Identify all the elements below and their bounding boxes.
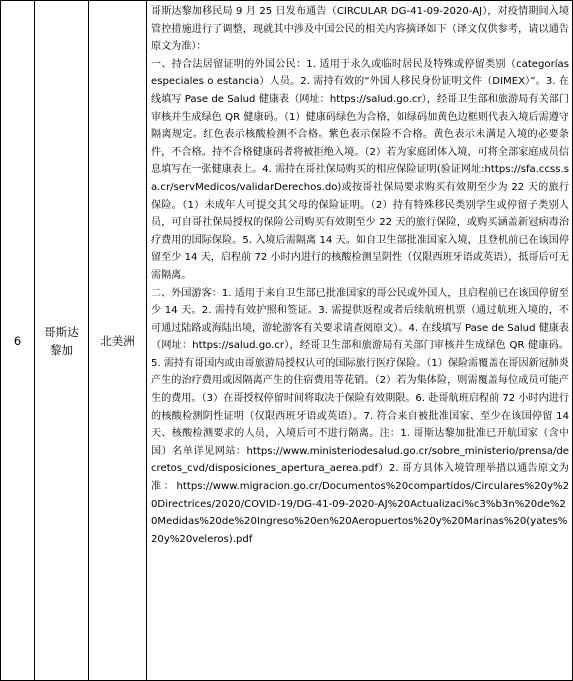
intro-paragraph: 哥斯达黎加移民局 9 月 25 日发布通告（CIRCULAR DG-41-09-2020-AJ），对疫情期间入境管控措施进行了调整，现就其中涉及中国公民的相关内容摘译如下（译文仅供参考，请以通告原文为准）： [151,6,569,53]
residents-section: 一、持合法居留证明的外国公民：1. 适用于永久或临时居民及特殊或停留类别（categorías especiales o estancia）人员。2. 需持有效的“外国人移民身份证明文件（DIMEX）”。3. 在线填写 Pase de Salud 健康表（网址：https://salud.go.cr），经哥卫生部和旅游局有关部门审核并生成绿色 QR 健康码。（1）健康码绿色为合格，如绿码加黄色边框则代表入境后需遵守隔离规定。红色表示核酸检测不合格。紫色表示保险不合格。黄色表示未满足入境的必要条件，不合格。持不合格健康码者将被拒绝入境。（2）若为家庭团体入境，可将全部家庭成员信息填写在一张健康表上。4. 需持在哥社保局购买的相应保险证明(验证网址:https://sfa.ccss.sa.cr/servMedicos/validarDerechos.do)或按哥社保局要求购买有效期至少为 22 天的旅行保险。（1）未成年人可提交其父母的保险证明。（2）持有特殊移民类别学生或停留子类别人员，可自哥社保局授权的保险公司购买有效期至少 22 天的旅行保险，或购买涵盖新冠病毒治疗费用的国际保险。5. 入境后需隔离 14 天。如自卫生部批准国家入境，且登机前已在该国停留至少 14 天，启程前 72 小时内进行的核酸检测呈阴性（仅限西班牙语或英语），抵哥后可无需隔离。 [151,58,569,281]
country-name: 哥斯达黎加 [44,324,79,357]
entry-policy-text [147,1,572,680]
tourists-section: 二、外国游客：1. 适用于来自卫生部已批准国家的哥公民或外国人，且启程前已在该国停留至少 14 天。2. 需持有效护照和签证。3. 需提供返程或者后续航班机票（通过航班入境的，不可通过陆路或海陆出境，游轮游客有关要求请查阅原文）。4. 在线填写 Pase de Salud 健康表（网址：https://salud.go.cr），经哥卫生部和旅游局有关部门审核并生成绿色 QR 健康码。5. 需持有哥国内或由哥旅游局授权认可的国际旅行医疗保险。（1）保险需覆盖在哥因新冠肺炎产生的治疗费用或因隔离产生的住宿费用等花销。（2）若为集体险，则需覆盖每位成员可能产生的费用。（3）在哥授权停留时间将取决于保险有效期限。6. 赴哥航班启程前 72 小时内进行的核酸检测阴性证明（仅限西班牙语或英语）。7. 符合来自被批准国家、至少在该国停留 14 天、核酸检测要求的人员，入境后可不进行隔离。注：1. 哥斯达黎加批准已开航国家（含中国）名单详见网站：https://www.ministeriodesalud.go.cr/sobre_ministerio/prensa/decretos_cvd/disposiciones_apertura_aerea.pdf）2. 哥方具体入境管理举措以通告原文为准：https://www.migracion.go.cr/Documentos%20compartidos/Circulares%20y%20Directrices/2020/COVID-19/DG-41-09-2020-AJ%20Actualizaci%c3%b3n%20de%20Medidas%20de%20Ingreso%20en%20Aeropuertos%20y%20Marinas%20(yates%20y%20veleros).pdf [151,287,569,545]
row-index: 6 [13,333,22,348]
region-name: 北美洲 [100,333,135,348]
